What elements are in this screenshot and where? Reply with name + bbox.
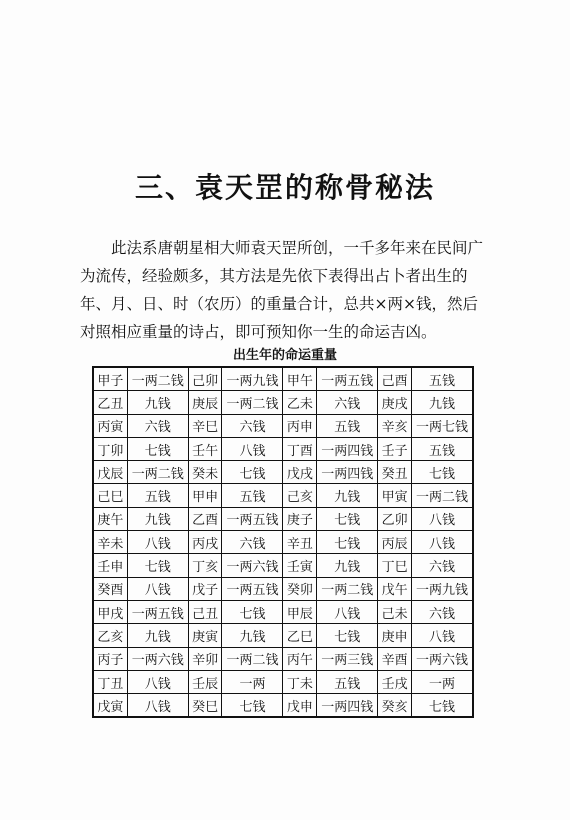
year-stem-branch-cell: 庚申 <box>378 624 412 647</box>
table-row <box>93 507 473 530</box>
weight-value-cell: 一两六钱 <box>411 647 473 670</box>
weight-value-cell: 七钱 <box>222 694 283 718</box>
year-stem-branch-cell: 壬辰 <box>188 670 222 693</box>
weight-value-cell: 五钱 <box>317 670 378 693</box>
year-stem-branch-cell: 己巳 <box>93 484 127 507</box>
year-stem-branch-cell: 甲戌 <box>93 600 127 623</box>
year-stem-branch-cell: 辛亥 <box>378 414 412 437</box>
table-row <box>93 414 473 437</box>
table-row <box>93 437 473 460</box>
year-stem-branch-cell: 戊子 <box>188 577 222 600</box>
page-title: 三、袁天罡的称骨秘法 <box>134 171 435 204</box>
weight-value-cell: 六钱 <box>411 554 473 577</box>
weight-value-cell: 一两五钱 <box>127 600 188 623</box>
table-row <box>93 624 473 647</box>
birth-year-weight-table <box>92 366 474 718</box>
year-stem-branch-cell: 乙卯 <box>378 507 412 530</box>
weight-value-cell: 九钱 <box>127 391 188 414</box>
year-stem-branch-cell: 庚子 <box>283 507 317 530</box>
year-stem-branch-cell: 丁酉 <box>283 437 317 460</box>
weight-value-cell: 八钱 <box>127 670 188 693</box>
table-row <box>93 670 473 693</box>
year-stem-branch-cell: 戊戌 <box>283 461 317 484</box>
year-stem-branch-cell: 戊午 <box>378 577 412 600</box>
weight-value-cell: 五钱 <box>127 484 188 507</box>
weight-value-cell: 八钱 <box>317 600 378 623</box>
weight-value-cell: 一两六钱 <box>127 647 188 670</box>
table-row <box>93 577 473 600</box>
weight-value-cell: 九钱 <box>222 624 283 647</box>
weight-value-cell: 一两 <box>222 670 283 693</box>
weight-value-cell: 一两五钱 <box>317 367 378 391</box>
year-stem-branch-cell: 壬戌 <box>378 670 412 693</box>
weight-value-cell: 六钱 <box>127 414 188 437</box>
year-stem-branch-cell: 乙丑 <box>93 391 127 414</box>
year-stem-branch-cell: 丙午 <box>283 647 317 670</box>
weight-value-cell: 一两二钱 <box>127 367 188 391</box>
weight-value-cell: 八钱 <box>411 531 473 554</box>
paragraph-line: 此法系唐朝星相大师袁天罡所创，一千多年来在民间广 <box>111 239 484 257</box>
weight-value-cell: 九钱 <box>127 507 188 530</box>
paragraph-line: 为流传，经验颇多，其方法是先依下表得出占卜者出生的 <box>80 267 468 285</box>
year-stem-branch-cell: 庚午 <box>93 507 127 530</box>
weight-value-cell: 一两四钱 <box>317 437 378 460</box>
year-stem-branch-cell: 癸未 <box>188 461 222 484</box>
year-stem-branch-cell: 乙酉 <box>188 507 222 530</box>
weight-value-cell: 一两二钱 <box>317 577 378 600</box>
weight-value-cell: 七钱 <box>317 531 378 554</box>
weight-value-cell: 七钱 <box>317 507 378 530</box>
year-stem-branch-cell: 癸丑 <box>378 461 412 484</box>
year-stem-branch-cell: 甲子 <box>93 367 127 391</box>
year-stem-branch-cell: 辛未 <box>93 531 127 554</box>
table-row <box>93 600 473 623</box>
year-stem-branch-cell: 癸亥 <box>378 694 412 718</box>
weight-value-cell: 八钱 <box>127 531 188 554</box>
weight-value-cell: 八钱 <box>411 624 473 647</box>
year-stem-branch-cell: 甲申 <box>188 484 222 507</box>
year-stem-branch-cell: 己亥 <box>283 484 317 507</box>
year-stem-branch-cell: 戊申 <box>283 694 317 718</box>
year-stem-branch-cell: 庚辰 <box>188 391 222 414</box>
weight-value-cell: 七钱 <box>222 461 283 484</box>
year-stem-branch-cell: 丁亥 <box>188 554 222 577</box>
weight-value-cell: 一两二钱 <box>127 461 188 484</box>
weight-value-cell: 一两二钱 <box>222 647 283 670</box>
weight-value-cell: 六钱 <box>222 414 283 437</box>
weight-value-cell: 六钱 <box>317 391 378 414</box>
year-stem-branch-cell: 甲辰 <box>283 600 317 623</box>
year-stem-branch-cell: 壬午 <box>188 437 222 460</box>
weight-value-cell: 五钱 <box>411 367 473 391</box>
weight-value-cell: 八钱 <box>127 694 188 718</box>
year-stem-branch-cell: 辛巳 <box>188 414 222 437</box>
paragraph-line: 对照相应重量的诗占，即可预知你一生的命运吉凶。 <box>80 323 437 341</box>
weight-value-cell: 七钱 <box>127 437 188 460</box>
year-stem-branch-cell: 丙申 <box>283 414 317 437</box>
weight-value-cell: 一两五钱 <box>222 577 283 600</box>
weight-value-cell: 七钱 <box>222 600 283 623</box>
year-stem-branch-cell: 丙寅 <box>93 414 127 437</box>
weight-value-cell: 一两七钱 <box>411 414 473 437</box>
weight-value-cell: 七钱 <box>411 694 473 718</box>
year-stem-branch-cell: 己卯 <box>188 367 222 391</box>
year-stem-branch-cell: 丙子 <box>93 647 127 670</box>
weight-value-cell: 九钱 <box>317 484 378 507</box>
year-stem-branch-cell: 甲午 <box>283 367 317 391</box>
weight-value-cell: 一两九钱 <box>222 367 283 391</box>
year-stem-branch-cell: 乙巳 <box>283 624 317 647</box>
year-stem-branch-cell: 丙戌 <box>188 531 222 554</box>
year-stem-branch-cell: 己酉 <box>378 367 412 391</box>
year-stem-branch-cell: 丁丑 <box>93 670 127 693</box>
year-stem-branch-cell: 壬申 <box>93 554 127 577</box>
table-row <box>93 367 473 391</box>
year-stem-branch-cell: 癸酉 <box>93 577 127 600</box>
paragraph-line: 年、月、日、时（农历）的重量合计，总共×两×钱，然后 <box>80 295 478 313</box>
year-stem-branch-cell: 辛卯 <box>188 647 222 670</box>
weight-value-cell: 五钱 <box>411 437 473 460</box>
weight-value-cell: 六钱 <box>411 600 473 623</box>
table-row <box>93 391 473 414</box>
table-row <box>93 647 473 670</box>
year-stem-branch-cell: 甲寅 <box>378 484 412 507</box>
weight-value-cell: 七钱 <box>411 461 473 484</box>
weight-value-cell: 一两二钱 <box>411 484 473 507</box>
weight-value-cell: 九钱 <box>127 624 188 647</box>
year-stem-branch-cell: 己丑 <box>188 600 222 623</box>
table-row <box>93 461 473 484</box>
year-stem-branch-cell: 丁未 <box>283 670 317 693</box>
year-stem-branch-cell: 丙辰 <box>378 531 412 554</box>
weight-value-cell: 一两 <box>411 670 473 693</box>
intro-paragraph <box>80 234 500 346</box>
year-stem-branch-cell: 壬寅 <box>283 554 317 577</box>
year-stem-branch-cell: 辛酉 <box>378 647 412 670</box>
weight-value-cell: 一两六钱 <box>222 554 283 577</box>
year-stem-branch-cell: 癸巳 <box>188 694 222 718</box>
table-row <box>93 554 473 577</box>
weight-value-cell: 七钱 <box>127 554 188 577</box>
year-stem-branch-cell: 庚戌 <box>378 391 412 414</box>
table-row <box>93 694 473 718</box>
weight-value-cell: 一两四钱 <box>317 694 378 718</box>
weight-value-cell: 一两五钱 <box>222 507 283 530</box>
weight-value-cell: 八钱 <box>411 507 473 530</box>
weight-value-cell: 一两二钱 <box>222 391 283 414</box>
weight-value-cell: 一两九钱 <box>411 577 473 600</box>
year-stem-branch-cell: 己未 <box>378 600 412 623</box>
table-row <box>93 531 473 554</box>
year-stem-branch-cell: 庚寅 <box>188 624 222 647</box>
table-row <box>93 484 473 507</box>
year-stem-branch-cell: 乙未 <box>283 391 317 414</box>
table-title: 出生年的命运重量 <box>232 348 337 363</box>
year-stem-branch-cell: 丁卯 <box>93 437 127 460</box>
weight-value-cell: 五钱 <box>317 414 378 437</box>
weight-value-cell: 一两三钱 <box>317 647 378 670</box>
weight-value-cell: 九钱 <box>317 554 378 577</box>
weight-value-cell: 八钱 <box>222 437 283 460</box>
weight-value-cell: 六钱 <box>222 531 283 554</box>
year-stem-branch-cell: 乙亥 <box>93 624 127 647</box>
year-stem-branch-cell: 癸卯 <box>283 577 317 600</box>
year-stem-branch-cell: 丁巳 <box>378 554 412 577</box>
year-stem-branch-cell: 壬子 <box>378 437 412 460</box>
weight-value-cell: 一两四钱 <box>317 461 378 484</box>
year-stem-branch-cell: 戊辰 <box>93 461 127 484</box>
weight-value-cell: 八钱 <box>127 577 188 600</box>
weight-value-cell: 九钱 <box>411 391 473 414</box>
year-stem-branch-cell: 戊寅 <box>93 694 127 718</box>
weight-value-cell: 七钱 <box>317 624 378 647</box>
weight-value-cell: 五钱 <box>222 484 283 507</box>
year-stem-branch-cell: 辛丑 <box>283 531 317 554</box>
